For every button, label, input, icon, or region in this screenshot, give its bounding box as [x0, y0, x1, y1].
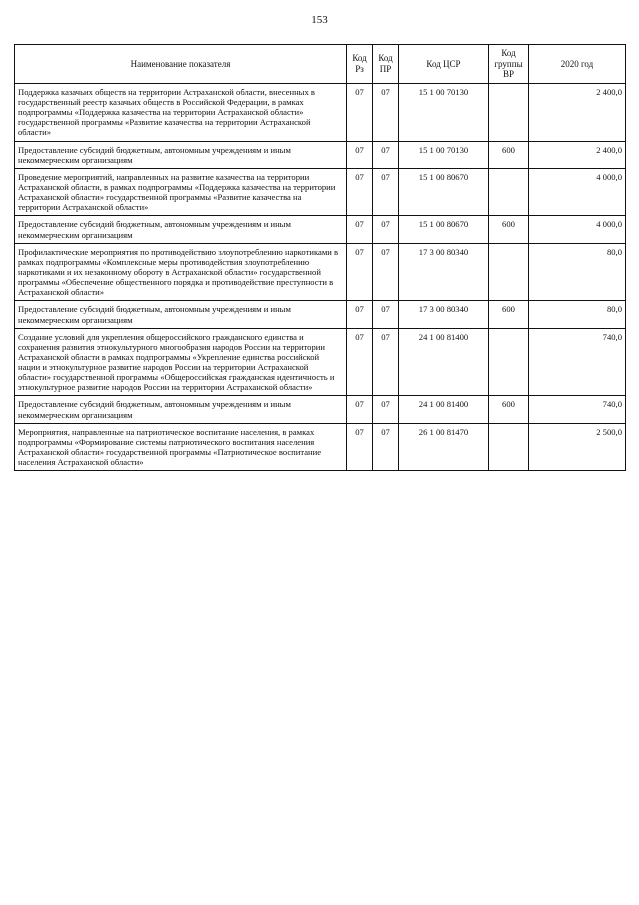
- header-csr: Код ЦСР: [399, 45, 489, 84]
- cell-csr: 24 1 00 81400: [399, 396, 489, 423]
- page-number: 153: [311, 14, 328, 26]
- cell-rz: 07: [347, 168, 373, 216]
- cell-csr: 15 1 00 80670: [399, 168, 489, 216]
- table-header-row: [15, 45, 626, 84]
- cell-rz: 07: [347, 328, 373, 396]
- cell-rz: 07: [347, 396, 373, 423]
- cell-csr: 15 1 00 80670: [399, 216, 489, 243]
- cell-name: Создание условий для укрепления общероссийского гражданского единства и сохранения развития этнокультурного многообразия народов России на территории Астраханской области в рамках подпрограммы «Укрепление единства российской нации и этнокультурное развитие народов России на территории Астраханской области» государственной программы «Общероссийская гражданская идентичность и этнокультурное развитие народов России на территории Астраханской области»: [15, 328, 347, 396]
- table-row: [15, 168, 626, 216]
- header-year: 2020 год: [529, 45, 626, 84]
- cell-pr: 07: [373, 243, 399, 301]
- cell-name: Предоставление субсидий бюджетным, автономным учреждениям и иным некоммерческим организациям: [15, 216, 347, 243]
- cell-name: Мероприятия, направленные на патриотическое воспитание населения, в рамках подпрограммы «Формирование системы патриотического воспитания населения Астраханской области» государственной программы «Патриотическое воспитание населения Астраханской области»: [15, 423, 347, 471]
- cell-sum: 740,0: [529, 396, 626, 423]
- cell-vr: [489, 423, 529, 471]
- cell-sum: 2 500,0: [529, 423, 626, 471]
- table-row: [15, 396, 626, 423]
- table-row: [15, 423, 626, 471]
- cell-pr: 07: [373, 328, 399, 396]
- table-row: [15, 216, 626, 243]
- cell-sum: 80,0: [529, 243, 626, 301]
- header-vr: Код группы ВР: [489, 45, 529, 84]
- budget-table: [14, 44, 626, 471]
- cell-rz: 07: [347, 423, 373, 471]
- cell-sum: 4 000,0: [529, 168, 626, 216]
- cell-sum: 4 000,0: [529, 216, 626, 243]
- cell-pr: 07: [373, 423, 399, 471]
- table-row: [15, 83, 626, 141]
- cell-vr: [489, 243, 529, 301]
- cell-sum: 740,0: [529, 328, 626, 396]
- cell-csr: 17 3 00 80340: [399, 301, 489, 328]
- cell-name: Предоставление субсидий бюджетным, автономным учреждениям и иным некоммерческим организациям: [15, 301, 347, 328]
- cell-csr: 15 1 00 70130: [399, 83, 489, 141]
- cell-pr: 07: [373, 216, 399, 243]
- cell-csr: 15 1 00 70130: [399, 141, 489, 168]
- table-row: [15, 328, 626, 396]
- cell-pr: 07: [373, 141, 399, 168]
- cell-vr: [489, 168, 529, 216]
- cell-pr: 07: [373, 301, 399, 328]
- cell-csr: 24 1 00 81400: [399, 328, 489, 396]
- cell-vr: 600: [489, 216, 529, 243]
- cell-pr: 07: [373, 83, 399, 141]
- cell-pr: 07: [373, 396, 399, 423]
- cell-pr: 07: [373, 168, 399, 216]
- cell-rz: 07: [347, 83, 373, 141]
- cell-rz: 07: [347, 141, 373, 168]
- cell-rz: 07: [347, 301, 373, 328]
- header-pr: Код ПР: [373, 45, 399, 84]
- cell-name: Поддержка казачьих обществ на территории Астраханской области, внесенных в государственный реестр казачьих обществ в Российской Федерации, в рамках подпрограммы «Поддержка казачества на территории Астраханской области» государственной программы «Развитие казачества на территории Астраханской области»: [15, 83, 347, 141]
- table-row: [15, 141, 626, 168]
- header-name: Наименование показателя: [15, 45, 347, 84]
- cell-name: Предоставление субсидий бюджетным, автономным учреждениям и иным некоммерческим организациям: [15, 141, 347, 168]
- table-body: [15, 83, 626, 471]
- table-row: [15, 243, 626, 301]
- cell-name: Предоставление субсидий бюджетным, автономным учреждениям и иным некоммерческим организациям: [15, 396, 347, 423]
- cell-vr: [489, 328, 529, 396]
- cell-name: Проведение мероприятий, направленных на развитие казачества на территории Астраханской области, в рамках подпрограммы «Поддержка казачества на территории Астраханской области» государственной программы «Развитие казачества на территории Астраханской области»: [15, 168, 347, 216]
- cell-vr: 600: [489, 141, 529, 168]
- cell-sum: 2 400,0: [529, 141, 626, 168]
- cell-csr: 26 1 00 81470: [399, 423, 489, 471]
- cell-rz: 07: [347, 216, 373, 243]
- cell-vr: 600: [489, 396, 529, 423]
- cell-vr: 600: [489, 301, 529, 328]
- cell-rz: 07: [347, 243, 373, 301]
- cell-csr: 17 3 00 80340: [399, 243, 489, 301]
- cell-name: Профилактические мероприятия по противодействию злоупотреблению наркотиками в рамках подпрограммы «Комплексные меры противодействия злоупотреблению наркотиками и их незаконному обороту в Астраханской области» государственной программы «Обеспечение общественного порядка и противодействие преступности в Астраханской области»: [15, 243, 347, 301]
- header-rz: Код Рз: [347, 45, 373, 84]
- cell-vr: [489, 83, 529, 141]
- table-row: [15, 301, 626, 328]
- cell-sum: 80,0: [529, 301, 626, 328]
- cell-sum: 2 400,0: [529, 83, 626, 141]
